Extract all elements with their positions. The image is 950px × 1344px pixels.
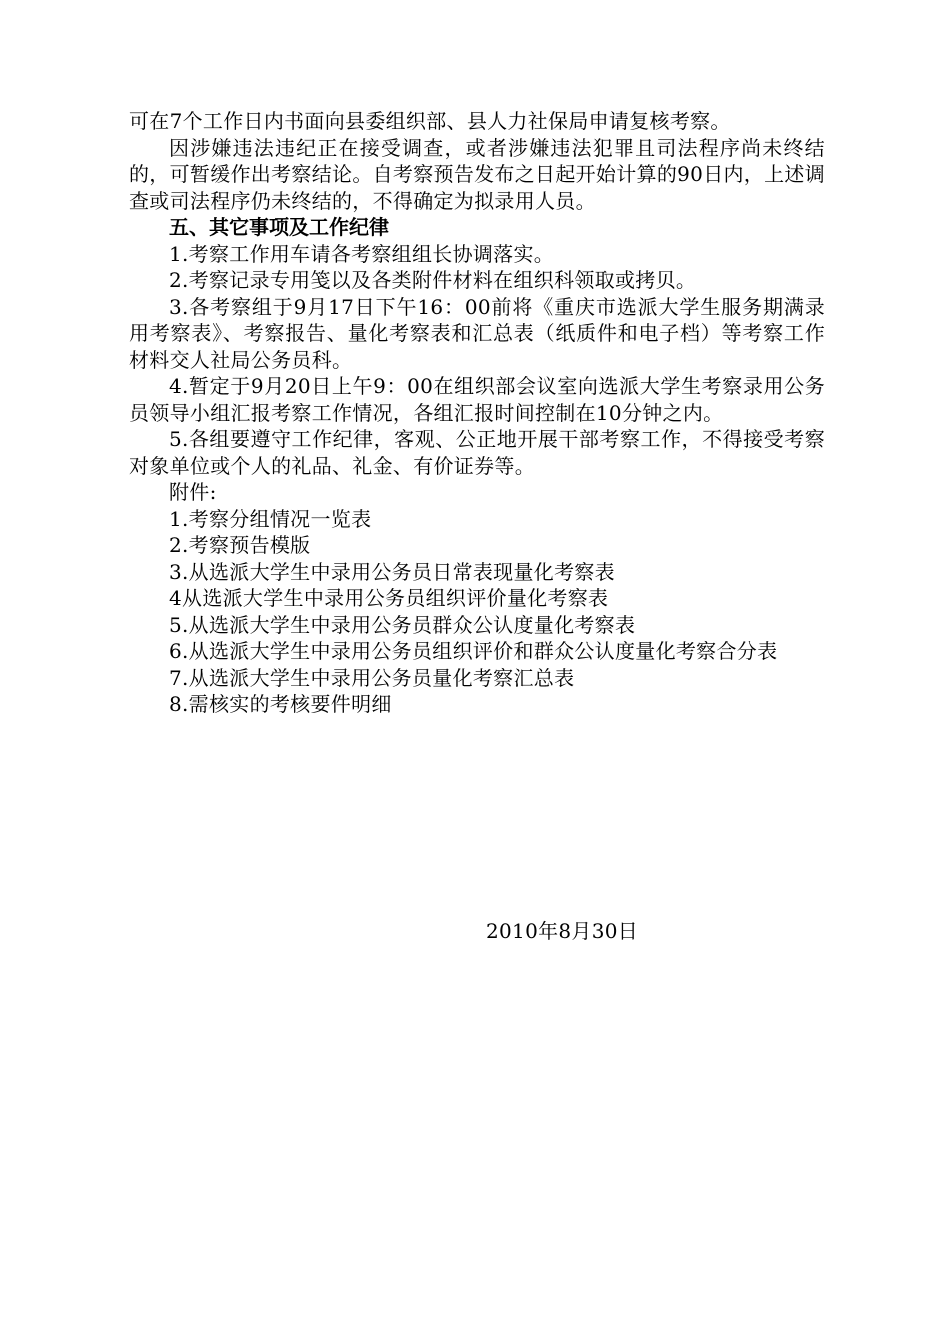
attachment-item-8: 8.需核实的考核要件明细 [169, 692, 392, 716]
item-records: 2.考察记录专用笺以及各类附件材料在组织科领取或拷贝。 [169, 268, 697, 292]
attachment-item-6: 6.从选派大学生中录用公务员组织评价和群众公认度量化考察合分表 [169, 639, 778, 663]
attachment-item-4: 4从选派大学生中录用公务员组织评价量化考察表 [169, 586, 609, 610]
attachment-item-1: 1.考察分组情况一览表 [169, 506, 372, 531]
attachment-item-3: 3.从选派大学生中录用公务员日常表现量化考察表 [169, 559, 615, 584]
attachments-label: 附件: [169, 480, 217, 504]
document-body [129, 108, 825, 718]
attachment-item-5: 5.从选派大学生中录用公务员群众公认度量化考察表 [169, 612, 636, 637]
attachment-item-2: 2.考察预告模版 [169, 533, 311, 557]
item-submission: 3.各考察组于9月17日下午16：00前将《重庆市选派大学生服务期满录用考察表》、考察报告、量化考察表和汇总表（纸质件和电子档）等考察工作材料交人社局公务员科。 [129, 294, 825, 372]
document-date: 2010年8月30日 [486, 919, 639, 943]
paragraph-review-request: 可在7个工作日内书面向县委组织部、县人力社保局申请复核考察。 [129, 109, 731, 133]
item-vehicle: 1.考察工作用车请各考察组组长协调落实。 [169, 241, 555, 266]
paragraph-suspension: 因涉嫌违法违纪正在接受调查，或者涉嫌违法犯罪且司法程序尚未终结的，可暂缓作出考察结论。自考察预告发布之日起开始计算的90日内，上述调查或司法程序仍未终结的，不得确定为拟录用人员。 [129, 135, 825, 213]
item-report-meeting: 4.暂定于9月20日上午9：00在组织部会议室向选派大学生考察录用公务员领导小组汇报考察工作情况，各组汇报时间控制在10分钟之内。 [129, 374, 825, 425]
section-heading-other-matters: 五、其它事项及工作纪律 [169, 215, 389, 239]
attachment-item-7: 7.从选派大学生中录用公务员量化考察汇总表 [169, 665, 575, 690]
item-discipline: 5.各组要遵守工作纪律，客观、公正地开展干部考察工作，不得接受考察对象单位或个人的礼品、礼金、有价证券等。 [129, 427, 825, 478]
